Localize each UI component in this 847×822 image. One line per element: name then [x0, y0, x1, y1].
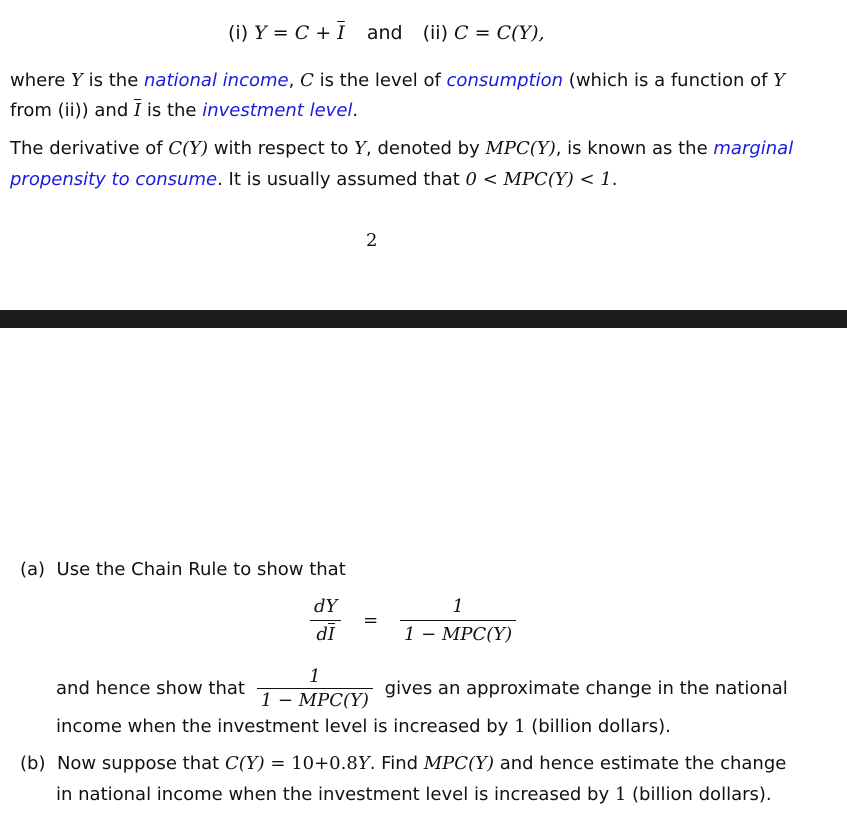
para2-line1: The derivative of C(Y) with respect to Y, denoted by MPC(Y), is known as the marginal — [10, 138, 794, 159]
page-divider — [0, 310, 847, 328]
link-marginal[interactable]: marginal — [713, 138, 794, 159]
dy-di-fraction: $\frac{dY}{d\overline{I}}$ — [310, 596, 341, 645]
part-b-line1: (b) Now suppose that C(Y) = 10+0.8Y. Find MPC(Y) and hence estimate the change — [20, 753, 787, 774]
equation-i: $Y = C + \overline{I}$ — [254, 22, 345, 44]
derivative-equation: $\frac{dY}{d\overline{I}}$ = $\frac{1}{\text{1 − MPC(Y)}}$ — [310, 596, 516, 645]
part-b-line2: in national income when the investment level is increased by 1 (billion dollars). — [56, 784, 772, 805]
link-consumption[interactable]: consumption — [446, 70, 564, 91]
page-number: 2 — [366, 230, 378, 251]
part-a-line3: income when the investment level is increased by 1 (billion dollars). — [56, 716, 671, 737]
inline-mpc-fraction: $\frac{1}{\text{1 − MPC(Y)}}$ — [257, 666, 373, 711]
and-word: and — [366, 22, 403, 44]
equation-ii: C = C(Y), — [454, 22, 545, 44]
mpc-fraction: $\frac{1}{\text{1 − MPC(Y)}}$ — [400, 596, 516, 645]
link-national-income[interactable]: national income — [144, 70, 289, 91]
part-a-hence-line: and hence show that $\frac{1}{\text{1 − MPC(Y)}}$ gives an approximate change in the national — [56, 666, 788, 711]
link-investment-level[interactable]: investment level — [202, 100, 353, 121]
para1-line2: from (ii)) and $\overline{I}$ is the investment level. — [10, 100, 359, 121]
para2-line2: propensity to consume. It is usually assumed that 0 < MPC(Y) < 1. — [10, 169, 618, 190]
part-i-label: (i) — [228, 22, 249, 44]
para1-line1: where Y is the national income, C is the level of consumption (which is a function of Y — [10, 70, 786, 91]
link-propensity-to-consume[interactable]: propensity to consume — [10, 169, 218, 190]
part-a-intro: (a) Use the Chain Rule to show that — [20, 559, 346, 580]
equation-header — [228, 22, 545, 44]
part-ii-label: (ii) — [422, 22, 448, 44]
